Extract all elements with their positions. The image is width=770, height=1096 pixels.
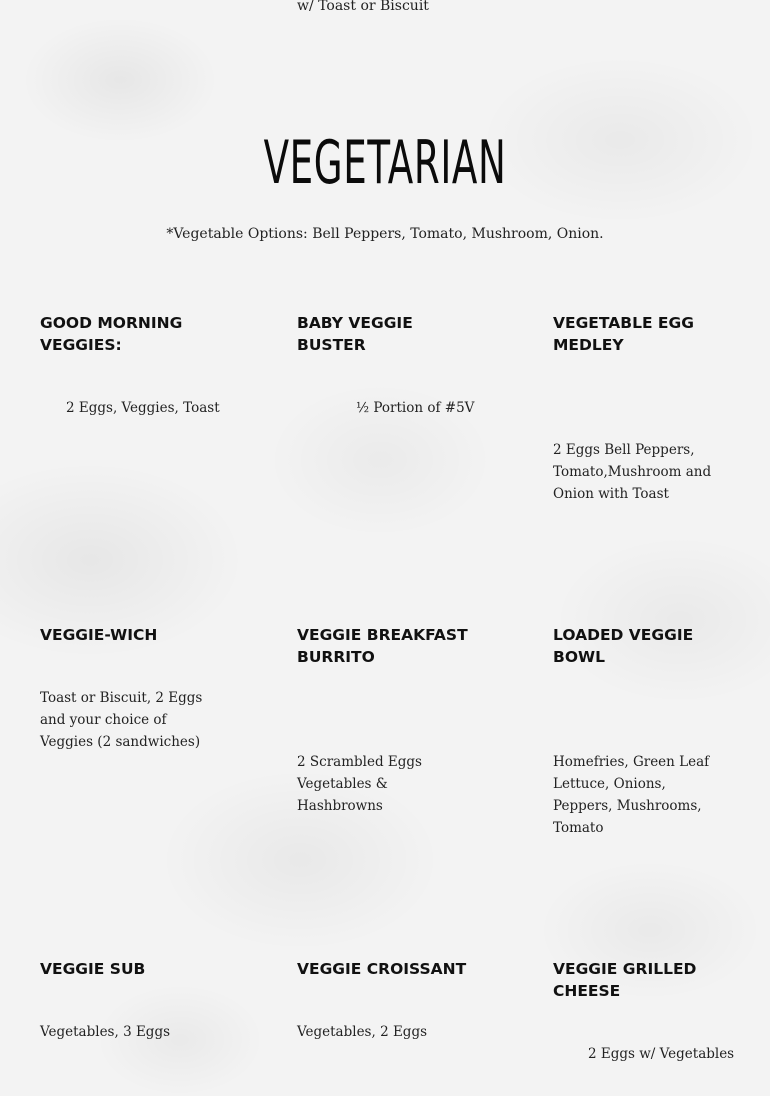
menu-item-name: VEGGIE GRILLED CHEESE <box>553 960 697 1000</box>
menu-item-description: 2 Eggs, Veggies, Toast <box>66 400 220 416</box>
menu-item-description: Toast or Biscuit, 2 Eggs and your choice of Veggies (2 sandwiches) <box>40 690 203 750</box>
menu-item-description: 2 Scrambled Eggs Vegetables & Hashbrowns <box>297 754 422 814</box>
menu-item-name: VEGGIE CROISSANT <box>297 960 467 978</box>
menu-item-name: VEGGIE-WICH <box>40 626 158 644</box>
menu-item-name: GOOD MORNING VEGGIES: <box>40 314 183 354</box>
menu-item-name: LOADED VEGGIE BOWL <box>553 626 694 666</box>
menu-item-description: Vegetables, 3 Eggs <box>40 1024 171 1040</box>
menu-item-description: ½ Portion of #5V <box>356 400 475 416</box>
previous-item-description: w/ Toast or Biscuit <box>297 0 429 14</box>
menu-item-description: 2 Eggs w/ Vegetables <box>588 1046 735 1062</box>
menu-item-name: BABY VEGGIE BUSTER <box>297 314 413 354</box>
menu-item-description: Vegetables, 2 Eggs <box>297 1024 428 1040</box>
vegetable-options-note: *Vegetable Options: Bell Peppers, Tomato, Mushroom, Onion. <box>166 226 604 242</box>
menu-item-name: VEGGIE SUB <box>40 960 146 978</box>
section-title: VEGETARIAN <box>263 128 507 198</box>
menu-item-description: Homefries, Green Leaf Lettuce, Onions, Peppers, Mushrooms, Tomato <box>553 754 710 836</box>
menu-item-description: 2 Eggs Bell Peppers, Tomato,Mushroom and Onion with Toast <box>553 442 712 502</box>
menu-item-name: VEGETABLE EGG MEDLEY <box>553 314 694 354</box>
menu-item-name: VEGGIE BREAKFAST BURRITO <box>297 626 468 666</box>
